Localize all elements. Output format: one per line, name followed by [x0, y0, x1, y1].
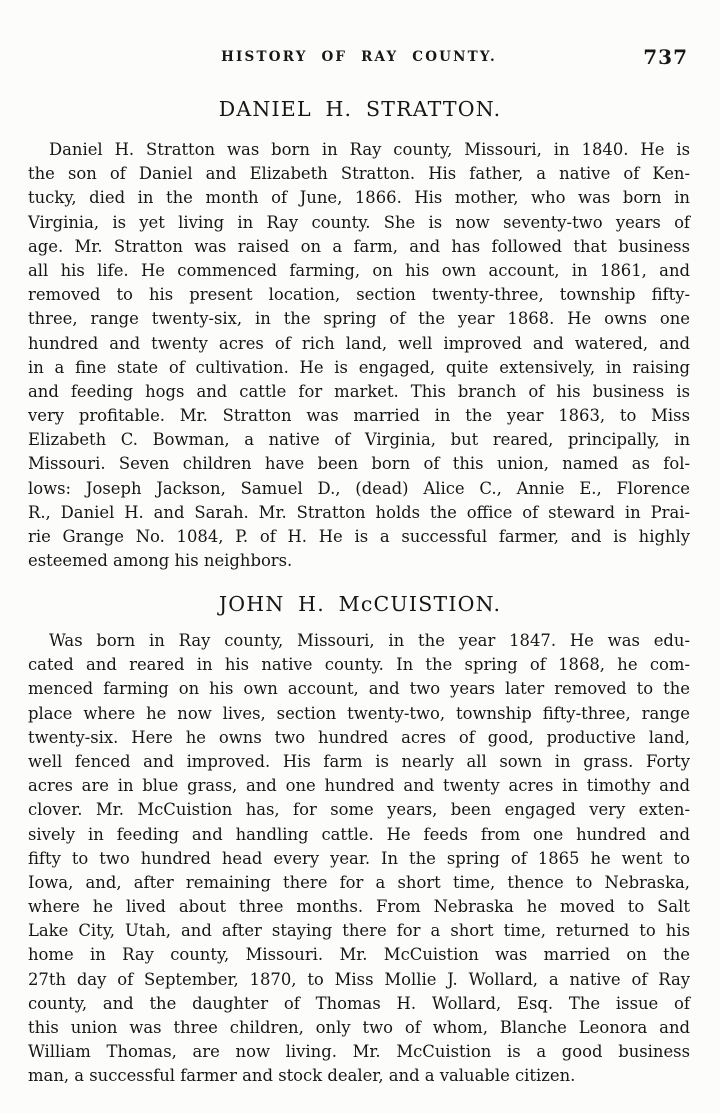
text-line: lows: Joseph Jackson, Samuel D., (dead) Alice C., Annie E., Florence: [28, 478, 690, 498]
text-line: tucky, died in the month of June, 1866. His mother, who was born in: [28, 188, 690, 208]
section-title-john-h-mccuistion: JOHN H. McCUISTION.: [218, 592, 502, 616]
page-number: 737: [643, 45, 688, 69]
text-line: Missouri. Seven children have been born of this union, named as fol-: [28, 454, 690, 474]
text-line: the son of Daniel and Elizabeth Stratton. His father, a native of Ken-: [28, 164, 690, 184]
text-line: county, and the daughter of Thomas H. Wollard, Esq. The issue of: [28, 993, 690, 1013]
text-line: twenty-six. Here he owns two hundred acres of good, productive land,: [28, 727, 690, 747]
text-line: all his life. He commenced farming, on his own account, in 1861, and: [28, 260, 690, 280]
text-line: Iowa, and, after remaining there for a short time, thence to Nebraska,: [28, 872, 690, 892]
text-line: Daniel H. Stratton was born in Ray county, Missouri, in 1840. He is: [49, 140, 690, 159]
text-line: well fenced and improved. His farm is nearly all sown in grass. Forty: [28, 751, 690, 771]
text-line: menced farming on his own account, and two years later removed to the: [28, 679, 690, 699]
text-line: place where he now lives, section twenty-two, township fifty-three, range: [28, 703, 690, 723]
text-line: and feeding hogs and cattle for market. This branch of his business is: [28, 381, 690, 401]
text-line: hundred and twenty acres of rich land, well improved and watered, and: [28, 333, 690, 353]
text-line: cated and reared in his native county. In the spring of 1868, he com-: [28, 655, 690, 675]
text-line: three, range twenty-six, in the spring of the year 1868. He owns one: [28, 309, 690, 329]
text-line: in a fine state of cultivation. He is engaged, quite extensively, in raising: [28, 357, 690, 377]
page-header: [28, 45, 690, 69]
text-line: esteemed among his neighbors.: [28, 551, 293, 571]
text-line: Was born in Ray county, Missouri, in the year 1847. He was edu-: [49, 631, 690, 650]
text-line: man, a successful farmer and stock dealer, and a valuable citizen.: [28, 1066, 576, 1086]
text-line: clover. Mr. McCuistion has, for some years, been engaged very exten-: [28, 800, 690, 820]
text-line: Lake City, Utah, and after staying there for a short time, returned to his: [28, 921, 690, 941]
section-title-daniel-h-stratton: DANIEL H. STRATTON.: [218, 97, 502, 121]
text-line: age. Mr. Stratton was raised on a farm, and has followed that business: [28, 236, 690, 256]
text-line: Elizabeth C. Bowman, a native of Virginia, but reared, principally, in: [28, 430, 690, 450]
text-line: rie Grange No. 1084, P. of H. He is a successful farmer, and is highly: [28, 527, 690, 546]
text-line: where he lived about three months. From Nebraska he moved to Salt: [28, 897, 690, 917]
text-line: home in Ray county, Missouri. Mr. McCuistion was married on the: [28, 945, 690, 965]
text-line: very profitable. Mr. Stratton was married in the year 1863, to Miss: [28, 406, 690, 426]
text-line: R., Daniel H. and Sarah. Mr. Stratton holds the office of steward in Prai-: [28, 502, 690, 522]
running-header-title: HISTORY OF RAY COUNTY.: [221, 49, 497, 65]
text-line: Virginia, is yet living in Ray county. She is now seventy-two years of: [28, 212, 690, 232]
text-line: acres are in blue grass, and one hundred and twenty acres in timothy and: [28, 776, 690, 796]
text-line: removed to his present location, section twenty-three, township fifty-: [28, 285, 690, 305]
text-line: this union was three children, only two of whom, Blanche Leonora and: [28, 1018, 690, 1037]
biography-paragraph-stratton: [28, 138, 690, 573]
text-line: William Thomas, are now living. Mr. McCuistion is a good business: [28, 1042, 690, 1062]
text-line: 27th day of September, 1870, to Miss Mollie J. Wollard, a native of Ray: [28, 969, 690, 989]
text-line: sively in feeding and handling cattle. He feeds from one hundred and: [28, 824, 690, 844]
biography-paragraph-mccuistion: [28, 629, 690, 1089]
text-line: fifty to two hundred head every year. In the spring of 1865 he went to: [28, 848, 690, 868]
